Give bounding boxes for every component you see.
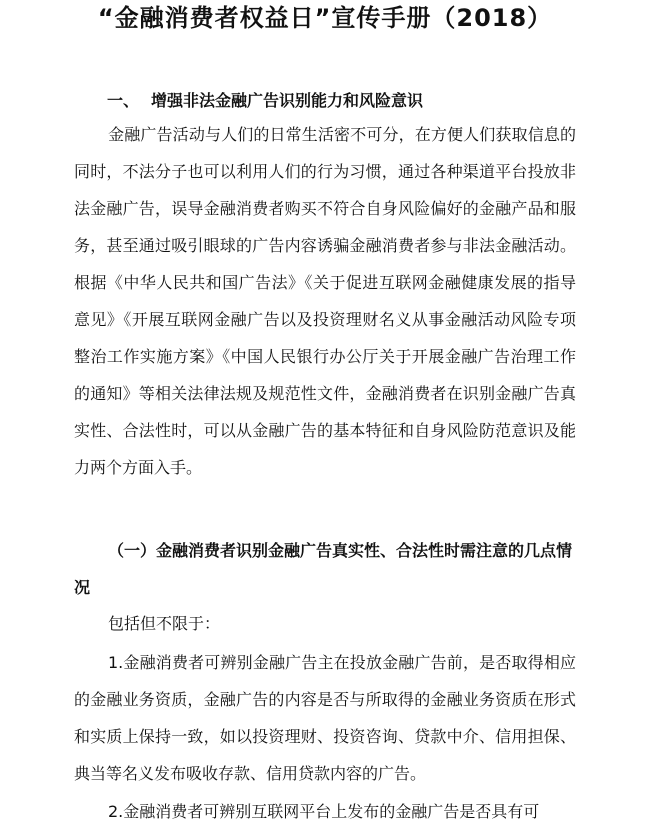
subsection-heading (74, 532, 576, 606)
intro-paragraph (74, 116, 576, 486)
section-title: 增强非法金融广告识别能力和风险意识 (151, 91, 424, 110)
document-title: “金融消费者权益日”宣传手册（2018） (97, 4, 553, 32)
include-line: 包括但不限于： (108, 614, 221, 633)
intro-paragraph-text: 金融广告活动与人们的日常生活密不可分，在方便人们获取信息的同时，不法分子也可以利用人们的行为习惯，通过各种渠道平台投放非法金融广告，误导金融消费者购买不符合自身风险偏好的金融产品和服务，甚至通过吸引眼球的广告内容诱骗金融消费者参与非法金融活动。根据《中华人民共和国广告法》《关于促进互联网金融健康发展的指导意见》《开展互联网金融广告以及投资理财名义从事金融活动风险专项整治工作实施方案》《中国人民银行办公厅关于开展金融广告治理工作的通知》等相关法律法规及规范性文件，金融消费者在识别金融广告真实性、合法性时，可以从金融广告的基本特征和自身风险防范意识及能力两个方面入手。 (74, 125, 576, 477)
list-item-1 (74, 644, 576, 792)
list-item-2: 2.金融消费者可辨别互联网平台上发布的金融广告是否具有可 (108, 802, 540, 821)
subsection-title: （一）金融消费者识别金融广告真实性、合法性时需注意的几点情况 (74, 541, 573, 597)
list-item-1-text: 1.金融消费者可辨别金融广告主在投放金融广告前，是否取得相应的金融业务资质，金融广告的内容是否与所取得的金融业务资质在形式和实质上保持一致，如以投资理财、投资咨询、贷款中介、信用担保、典当等名义发布吸收存款、信用贷款内容的广告。 (74, 653, 576, 783)
section-heading (107, 90, 423, 112)
section-number: 一、 (107, 91, 140, 110)
